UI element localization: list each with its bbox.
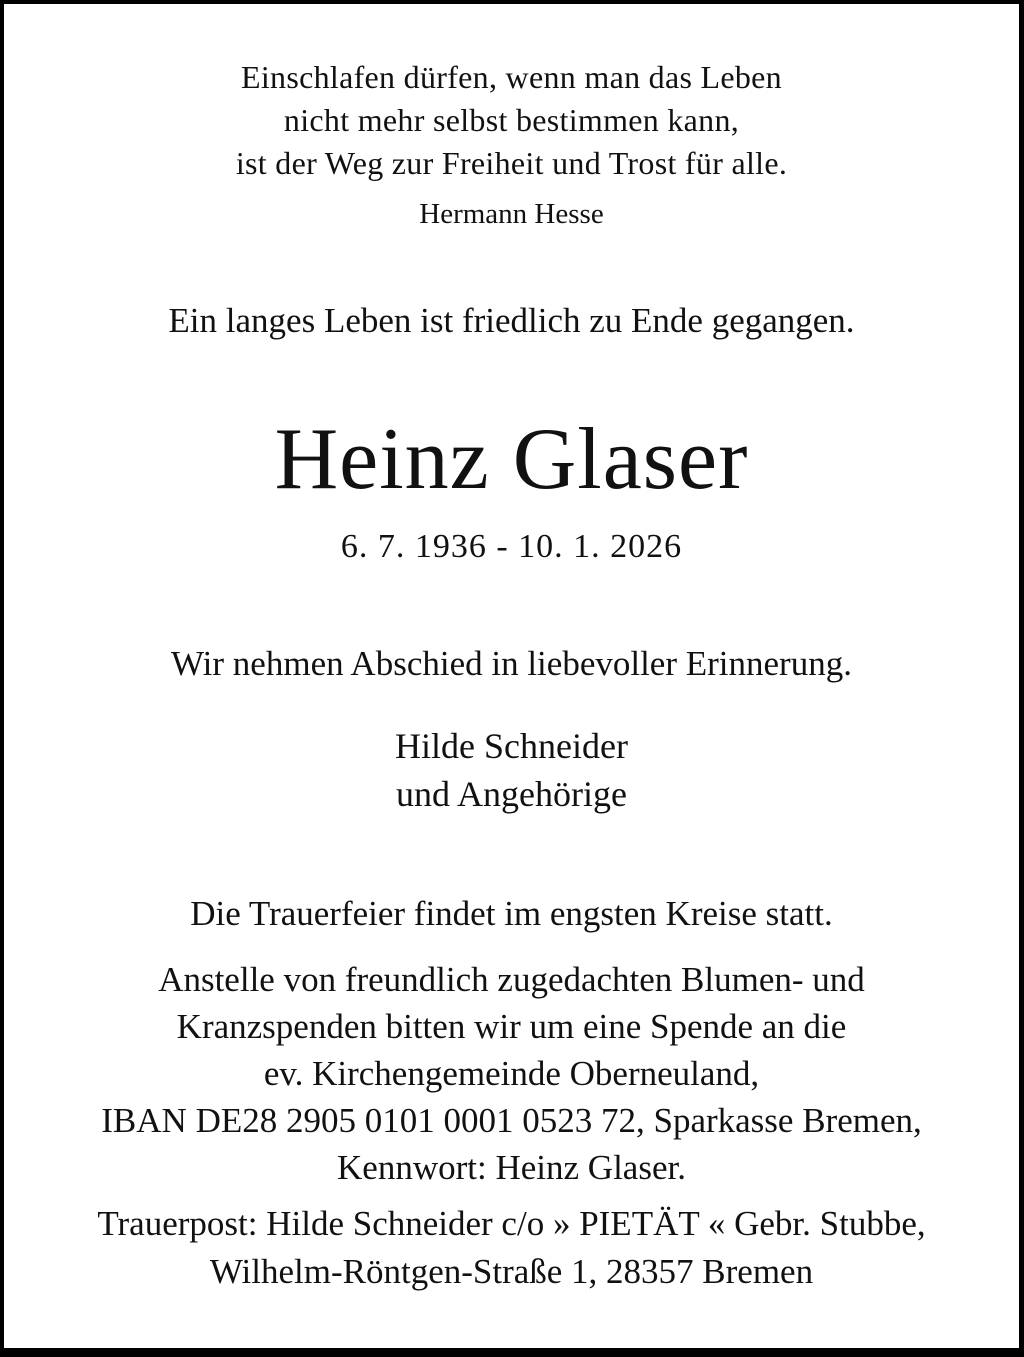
quote-line: nicht mehr selbst bestimmen kann, (283, 102, 740, 138)
mourner-line: und Angehörige (396, 774, 627, 814)
donation-line: Anstelle von freundlich zugedachten Blumen- und (158, 960, 865, 999)
service-note: Die Trauerfeier findet im engsten Kreise statt. (190, 894, 833, 933)
life-dates: 6. 7. 1936 - 10. 1. 2026 (340, 528, 683, 565)
opening-quote (4, 56, 1019, 185)
postal-line: Wilhelm-Röntgen-Straße 1, 28357 Bremen (209, 1252, 814, 1291)
mourners-block (4, 722, 1019, 818)
donation-line: Kennwort: Heinz Glaser. (337, 1148, 686, 1187)
postal-line: Trauerpost: Hilde Schneider c/o » PIETÄT « Gebr. Stubbe, (97, 1204, 926, 1243)
farewell-text: Wir nehmen Abschied in liebevoller Erinnerung. (171, 644, 852, 683)
postal-address-block (4, 1200, 1019, 1296)
quote-attribution: Hermann Hesse (419, 198, 604, 230)
quote-line: Einschlafen dürfen, wenn man das Leben (241, 59, 782, 95)
donation-line: IBAN DE28 2905 0101 0001 0523 72, Sparkasse Bremen, (101, 1101, 922, 1140)
deceased-name: Heinz Glaser (274, 411, 749, 508)
donation-line: ev. Kirchengemeinde Oberneuland, (263, 1054, 760, 1093)
donation-block (4, 956, 1019, 1191)
announcement-intro: Ein langes Leben ist friedlich zu Ende gegangen. (168, 301, 855, 340)
mourner-line: Hilde Schneider (395, 726, 628, 766)
quote-line: ist der Weg zur Freiheit und Trost für alle. (235, 145, 788, 181)
donation-line: Kranzspenden bitten wir um eine Spende an die (176, 1007, 847, 1046)
